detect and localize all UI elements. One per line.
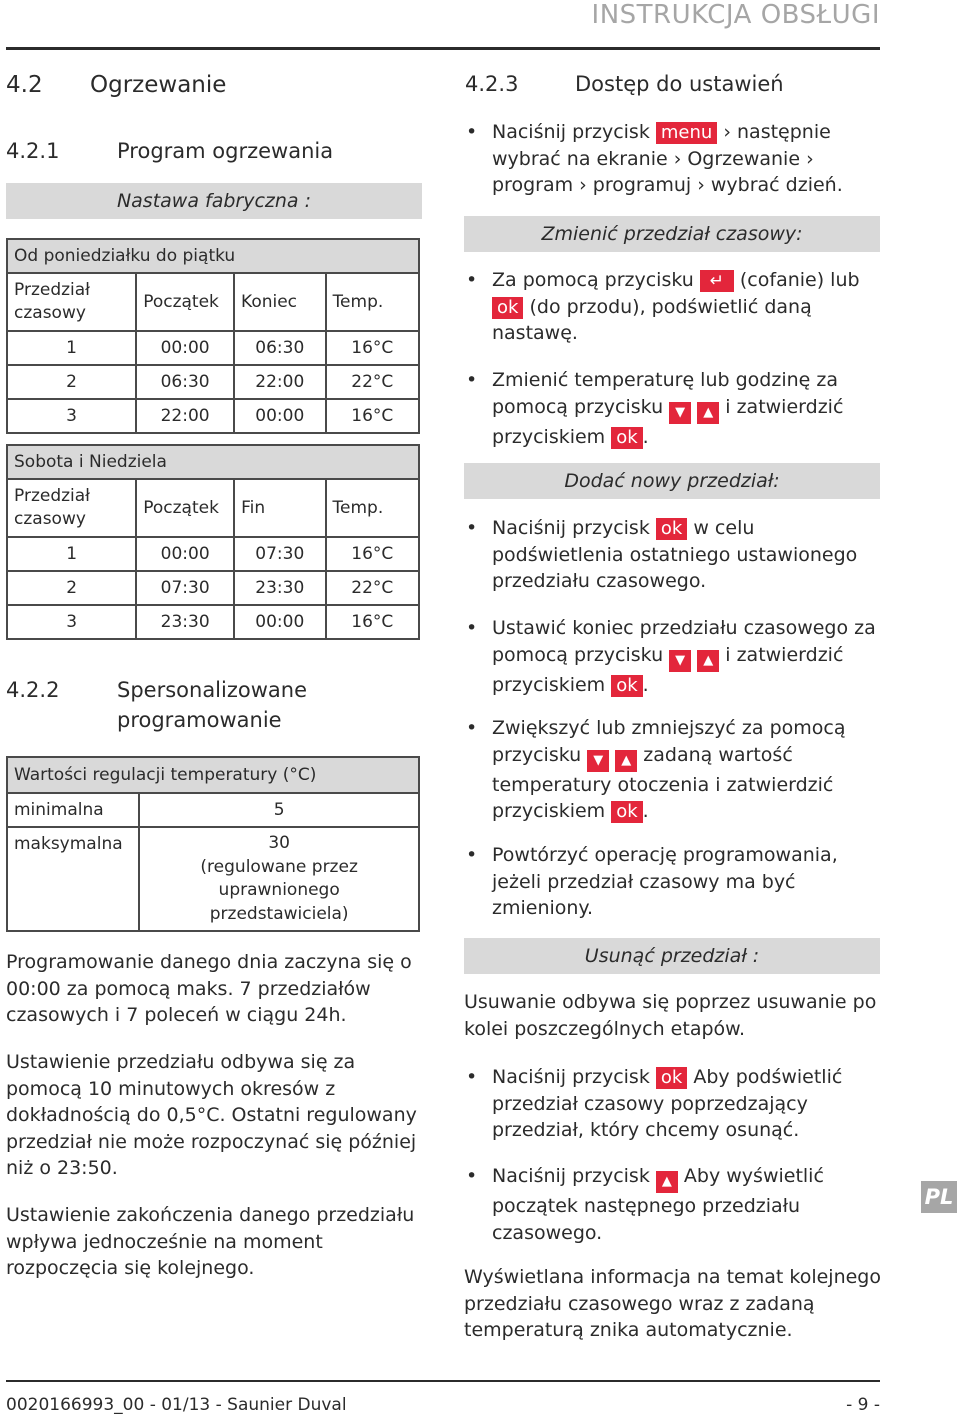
paragraph-interval-end: Ustawienie zakończenia danego przedziału wpływa jednocześnie na moment rozpoczęcia się kolejnego. (6, 1204, 415, 1279)
max-cell (139, 827, 419, 931)
row-temp: 22°C (326, 571, 419, 605)
row-temp: 16°C (326, 399, 419, 433)
bullet-dot: • (466, 269, 478, 291)
row-number: 1 (7, 331, 136, 365)
text: Naciśnij przycisk (492, 1165, 656, 1187)
paragraph-delete: Usuwanie odbywa się poprzez usuwanie po kolei poszczególnych etapów. (464, 991, 877, 1040)
list-item (466, 267, 880, 347)
section-number: 4.2.1 (6, 139, 60, 163)
footer-rule (6, 1380, 880, 1382)
row-start: 22:00 (136, 399, 234, 433)
up-arrow-icon: ▲ (615, 750, 637, 772)
row-start: 07:30 (136, 571, 234, 605)
row-end: 22:00 (234, 365, 326, 399)
language-tab: PL (921, 1181, 957, 1213)
text: (cofanie) lub (733, 269, 860, 291)
text: Naciśnij przycisk (492, 1066, 656, 1088)
bullet-dot: • (466, 517, 478, 539)
temperature-limits-table (6, 756, 420, 932)
list-item (466, 367, 880, 450)
section-4-2-2-heading (6, 675, 307, 735)
row-temp: 22°C (326, 365, 419, 399)
factory-settings-bar: Nastawa fabryczna : (6, 183, 422, 219)
row-end: 23:30 (234, 571, 325, 605)
paragraph-programming: Programowanie danego dnia zaczyna się o 00:00 za pomocą maks. 7 przedziałów czasowych i 7 poleceń w ciągu 24h. (6, 951, 412, 1026)
up-arrow-icon: ▲ (656, 1171, 678, 1193)
col-end: Fin (234, 479, 325, 537)
bullet-dot: • (466, 1165, 478, 1187)
max-note: (regulowane przez uprawnionego przedstawiciela) (200, 856, 358, 924)
text: zadaną wartość temperatury otoczenia i zatwierdzić przyciskiem (492, 743, 834, 822)
text: Zwiększyć lub zmniejszyć za pomocą przycisku (492, 717, 846, 766)
text: Zmienić temperaturę lub godzinę za pomocą przycisku (492, 369, 838, 418)
row-number: 3 (7, 399, 136, 433)
ok-key: ok (611, 801, 642, 823)
section-number: 4.2 (6, 72, 43, 98)
paragraph-final: Wyświetlana informacja na temat kolejnego przedziału czasowego wraz z zadaną temperaturą znika automatycznie. (464, 1266, 881, 1341)
bullet-dot: • (466, 617, 478, 639)
table-row (7, 331, 419, 365)
text: . (642, 673, 649, 696)
text: Ustawić koniec przedziału czasowego za pomocą przycisku (492, 617, 876, 666)
bullet-dot: • (466, 121, 478, 143)
down-arrow-icon: ▼ (587, 750, 609, 772)
delete-interval-bar: Usunąć przedział : (464, 938, 880, 974)
section-title: Ogrzewanie (90, 72, 227, 98)
text: › następnie wybrać na ekranie › (492, 121, 831, 170)
add-interval-bar: Dodać nowy przedział: (464, 463, 880, 499)
row-temp: 16°C (326, 537, 419, 571)
list-item (466, 615, 880, 698)
list-item (466, 715, 880, 825)
text: Naciśnij przycisk (492, 121, 650, 143)
table-row (7, 571, 419, 605)
row-number: 2 (7, 365, 136, 399)
col-start: Początek (136, 479, 234, 537)
row-temp: 16°C (326, 605, 419, 639)
ok-key: ok (656, 1067, 687, 1089)
section-number: 4.2.3 (465, 72, 519, 96)
text: w celu podświetlenia ostatniego ustawionego przedziału czasowego. (492, 517, 858, 592)
row-number: 3 (7, 605, 136, 639)
list-item (466, 119, 880, 199)
down-arrow-icon: ▼ (669, 402, 691, 424)
table-row (7, 399, 419, 433)
col-start: Początek (136, 273, 234, 331)
page-number: - 9 - (846, 1395, 880, 1415)
down-arrow-icon: ▼ (669, 650, 691, 672)
row-start: 06:30 (136, 365, 234, 399)
section-4-2-heading (6, 72, 226, 98)
min-value: 5 (139, 793, 419, 827)
max-label: maksymalna (7, 827, 139, 931)
section-title-line1: Spersonalizowane (117, 678, 307, 702)
section-4-2-1-heading (6, 139, 333, 163)
ok-key: ok (656, 518, 687, 540)
max-value: 30 (268, 833, 290, 853)
row-number: 1 (7, 537, 136, 571)
weekday-heading: Od poniedziałku do piątku (7, 239, 419, 273)
text: i zatwierdzić przyciskiem (492, 643, 844, 696)
page-header-title: INSTRUKCJA OBSŁUGI (591, 0, 880, 30)
text: Aby wyświetlić początek następnego przedziału czasowego. (492, 1165, 824, 1244)
row-end: 00:00 (234, 399, 326, 433)
table-row (7, 605, 419, 639)
section-title: Program ogrzewania (117, 139, 334, 163)
col-temp: Temp. (326, 479, 419, 537)
text: . (642, 800, 649, 822)
row-start: 00:00 (136, 537, 234, 571)
bullet-dot: • (466, 369, 478, 391)
paragraph-interval-setting: Ustawienie przedziału odbywa się za pomocą 10 minutowych okresów z dokładnością do 0,5°C. Ostatni regulowany przedział nie może rozpoczynać się później niż o 23:50. (6, 1051, 417, 1179)
table-row (7, 537, 419, 571)
ok-key: ok (611, 427, 642, 449)
col-end: Koniec (234, 273, 326, 331)
weekend-schedule-table (6, 444, 420, 640)
section-4-2-3-heading (465, 72, 784, 96)
row-end: 06:30 (234, 331, 326, 365)
row-temp: 16°C (326, 331, 419, 365)
text: Za pomocą przycisku (492, 269, 700, 291)
ok-key: ok (611, 675, 642, 697)
footer-doc-id: 0020166993_00 - 01/13 - Saunier Duval (6, 1395, 347, 1415)
weekend-heading: Sobota i Niedziela (7, 445, 419, 479)
list-item (466, 515, 880, 595)
min-label: minimalna (7, 793, 139, 827)
list-item (466, 1163, 880, 1246)
text: (do przodu), podświetlić daną nastawę. (492, 295, 812, 344)
menu-key: menu (656, 122, 717, 144)
col-temp: Temp. (326, 273, 419, 331)
text: Naciśnij przycisk (492, 517, 656, 539)
table-row (7, 365, 419, 399)
header-rule (6, 47, 880, 50)
up-arrow-icon: ▲ (697, 650, 719, 672)
text: Aby podświetlić przedział czasowy poprzedzający przedział, który chcemy osunąć. (492, 1066, 843, 1141)
row-end: 07:30 (234, 537, 325, 571)
ok-key: ok (492, 297, 523, 319)
up-arrow-icon: ▲ (697, 402, 719, 424)
section-number: 4.2.2 (6, 678, 60, 702)
limits-heading: Wartości regulacji temperatury (°C) (7, 757, 419, 793)
row-start: 23:30 (136, 605, 234, 639)
row-start: 00:00 (136, 331, 234, 365)
text: › program › programuj › wybrać dzień. (492, 147, 843, 196)
text: i zatwierdzić przyciskiem (492, 395, 844, 448)
list-item (466, 842, 880, 922)
change-interval-bar: Zmienić przedział czasowy: (464, 216, 880, 252)
text: Ogrzewanie (687, 147, 801, 170)
col-interval: Przedział czasowy (7, 479, 136, 537)
text: Powtórzyć operację programowania, jeżeli przedział czasowy ma być zmieniony. (492, 844, 838, 919)
section-title-line2: programowanie (117, 708, 282, 732)
row-end: 00:00 (234, 605, 325, 639)
bullet-dot: • (466, 717, 478, 739)
text: . (642, 425, 649, 448)
section-title: Dostęp do ustawień (575, 72, 784, 96)
row-number: 2 (7, 571, 136, 605)
bullet-dot: • (466, 1066, 478, 1088)
list-item (466, 1064, 880, 1144)
col-interval: Przedział czasowy (7, 273, 136, 331)
weekday-schedule-table (6, 238, 420, 434)
bullet-dot: • (466, 844, 478, 866)
return-key-icon: ↵ (700, 270, 734, 292)
